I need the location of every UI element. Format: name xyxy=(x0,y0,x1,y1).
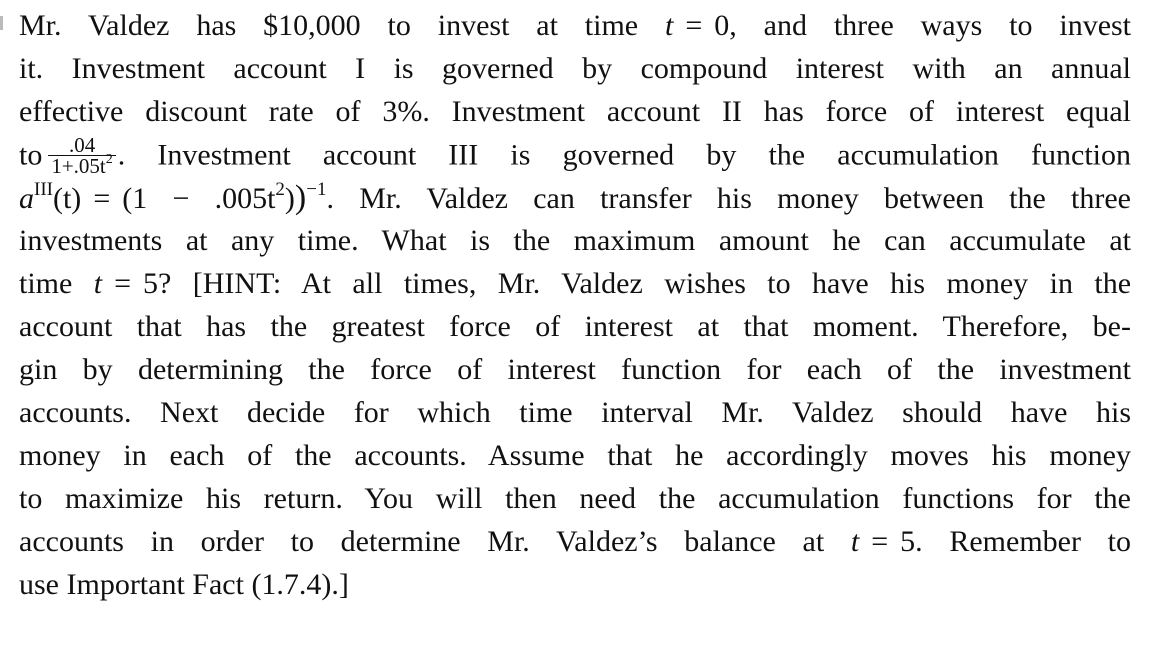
text-line-6: investments at any time. What is the maximum amount he can accumulate at xyxy=(19,224,1131,257)
line-7-suffix: 5? [HINT: At all times, Mr. Valdez wishes to have his money in the xyxy=(143,267,1132,300)
inner-exponent: 2 xyxy=(275,179,285,200)
line-13-prefix: accounts in order to determine Mr. Valdez’s balance at xyxy=(19,525,825,558)
outer-close-paren: ) xyxy=(294,179,307,216)
outer-exponent: −1 xyxy=(306,179,327,200)
equals-sign: = xyxy=(685,9,703,42)
text-line-4 xyxy=(19,133,1131,178)
line-4-suffix: . Investment account III is governed by the accumulation function xyxy=(117,138,1131,172)
equals-sign: = xyxy=(871,525,889,558)
text-line-11: money in each of the accounts. Assume that he accordingly moves his money xyxy=(19,439,1131,472)
equals-sign: = xyxy=(93,182,111,215)
fraction-denominator-base: 1+.05t xyxy=(51,154,106,178)
line-7-prefix: time xyxy=(19,267,73,300)
line-5-suffix: . Mr. Valdez can transfer his money between the three xyxy=(326,182,1131,215)
text-line-7 xyxy=(19,266,1131,302)
line-1-text: Mr. Valdez has $10,000 to invest at time xyxy=(19,9,639,42)
variable-t: t xyxy=(665,9,674,42)
fraction-denominator xyxy=(48,152,115,178)
accumulation-inner-expression: (1 − .005t xyxy=(122,182,276,215)
fraction-denominator-exponent: 2 xyxy=(105,152,113,167)
left-edge-mark xyxy=(0,16,3,30)
text-line-10: accounts. Next decide for which time interval Mr. Valdez should have his xyxy=(19,396,1131,429)
accumulation-superscript: III xyxy=(34,179,53,200)
fraction-force-of-interest xyxy=(48,135,115,176)
text-line-8: account that has the greatest force of interest at that moment. Therefore, be- xyxy=(19,310,1131,343)
text-line-13 xyxy=(19,524,1131,560)
line-1-rest: 0, and three ways to invest xyxy=(714,9,1132,42)
inner-close-paren: ) xyxy=(284,182,295,215)
line-13-suffix: 5. Remember to xyxy=(900,525,1131,558)
text-line-9: gin by determining the force of interest function for each of the investment xyxy=(19,353,1131,386)
text-line-2: it. Investment account I is governed by compound interest with an annual xyxy=(19,52,1131,85)
fraction-numerator: .04 xyxy=(48,135,115,156)
equals-sign: = xyxy=(114,267,132,300)
text-line-3: effective discount rate of 3%. Investment account II has force of interest equal xyxy=(19,95,1131,128)
line-4-prefix: to xyxy=(19,138,43,172)
text-line-12: to maximize his return. You will then need the accumulation functions for the xyxy=(19,482,1131,515)
accumulation-argument: (t) xyxy=(52,182,82,215)
text-line-1 xyxy=(19,8,1131,44)
text-line-14: use Important Fact (1.7.4).] xyxy=(19,568,349,601)
text-line-5 xyxy=(19,180,1131,216)
variable-t: t xyxy=(850,525,860,558)
variable-t: t xyxy=(93,267,103,300)
accumulation-symbol: a xyxy=(19,182,34,215)
